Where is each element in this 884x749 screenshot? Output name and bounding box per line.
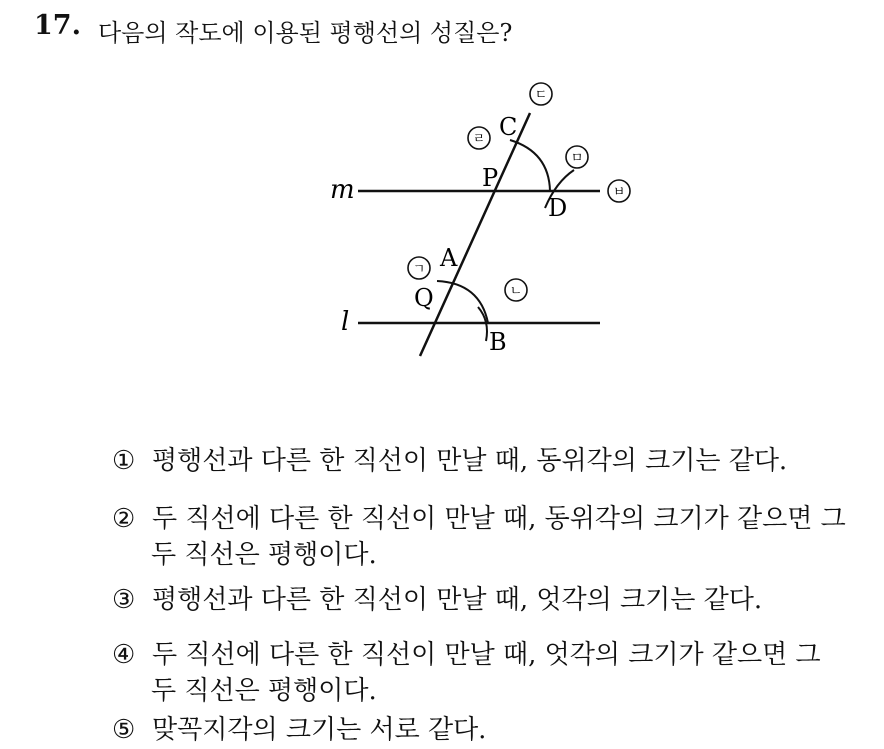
choice-mark: ③ xyxy=(112,585,136,615)
choice-4[interactable] xyxy=(112,637,821,673)
choice-mark: ④ xyxy=(112,640,136,670)
choice-text: 평행선과 다른 한 직선이 만날 때, 엇각의 크기는 같다. xyxy=(152,585,763,615)
label-m: m xyxy=(330,175,355,205)
label-C: C xyxy=(499,113,518,141)
choice-5[interactable] xyxy=(112,712,486,748)
choice-2[interactable] xyxy=(112,501,846,537)
label-l: l xyxy=(341,307,350,337)
question-text: 다음의 작도에 이용된 평행선의 성질은? xyxy=(98,19,513,47)
svg-text:ㄴ: ㄴ xyxy=(509,284,523,299)
choice-text: 두 직선에 다른 한 직선이 만날 때, 동위각의 크기가 같으면 그 xyxy=(152,504,846,534)
choice-text: 맞꼭지각의 크기는 서로 같다. xyxy=(152,715,487,745)
choice-4-continuation: 두 직선은 평행이다. xyxy=(151,676,377,706)
svg-text:ㄹ: ㄹ xyxy=(472,132,486,147)
label-B: B xyxy=(489,328,507,356)
choice-mark: ⑤ xyxy=(112,715,136,745)
svg-text:ㄱ: ㄱ xyxy=(412,262,426,277)
transversal-line xyxy=(420,113,530,356)
choice-1[interactable] xyxy=(112,443,787,479)
svg-text:ㅁ: ㅁ xyxy=(570,151,584,166)
arc-p xyxy=(510,140,550,191)
label-Q: Q xyxy=(414,284,434,312)
step-label-g xyxy=(408,257,430,279)
choice-2-continuation: 두 직선은 평행이다. xyxy=(151,540,377,570)
choice-mark: ② xyxy=(112,504,136,534)
choice-mark: ① xyxy=(112,446,136,476)
step-label-d xyxy=(530,83,552,105)
question-number: 17. xyxy=(34,10,81,41)
choice-3[interactable] xyxy=(112,582,762,618)
choice-text: 평행선과 다른 한 직선이 만날 때, 동위각의 크기는 같다. xyxy=(152,446,788,476)
step-label-mi xyxy=(566,146,588,168)
step-label-r xyxy=(468,127,490,149)
step-label-b xyxy=(608,180,630,202)
label-D: D xyxy=(548,194,568,222)
svg-text:ㅂ: ㅂ xyxy=(612,185,626,200)
choice-text: 두 직선에 다른 한 직선이 만날 때, 엇각의 크기가 같으면 그 xyxy=(152,640,821,670)
label-P: P xyxy=(482,164,499,192)
svg-text:ㄷ: ㄷ xyxy=(534,88,548,103)
label-A: A xyxy=(440,244,458,272)
step-label-n xyxy=(505,279,527,301)
